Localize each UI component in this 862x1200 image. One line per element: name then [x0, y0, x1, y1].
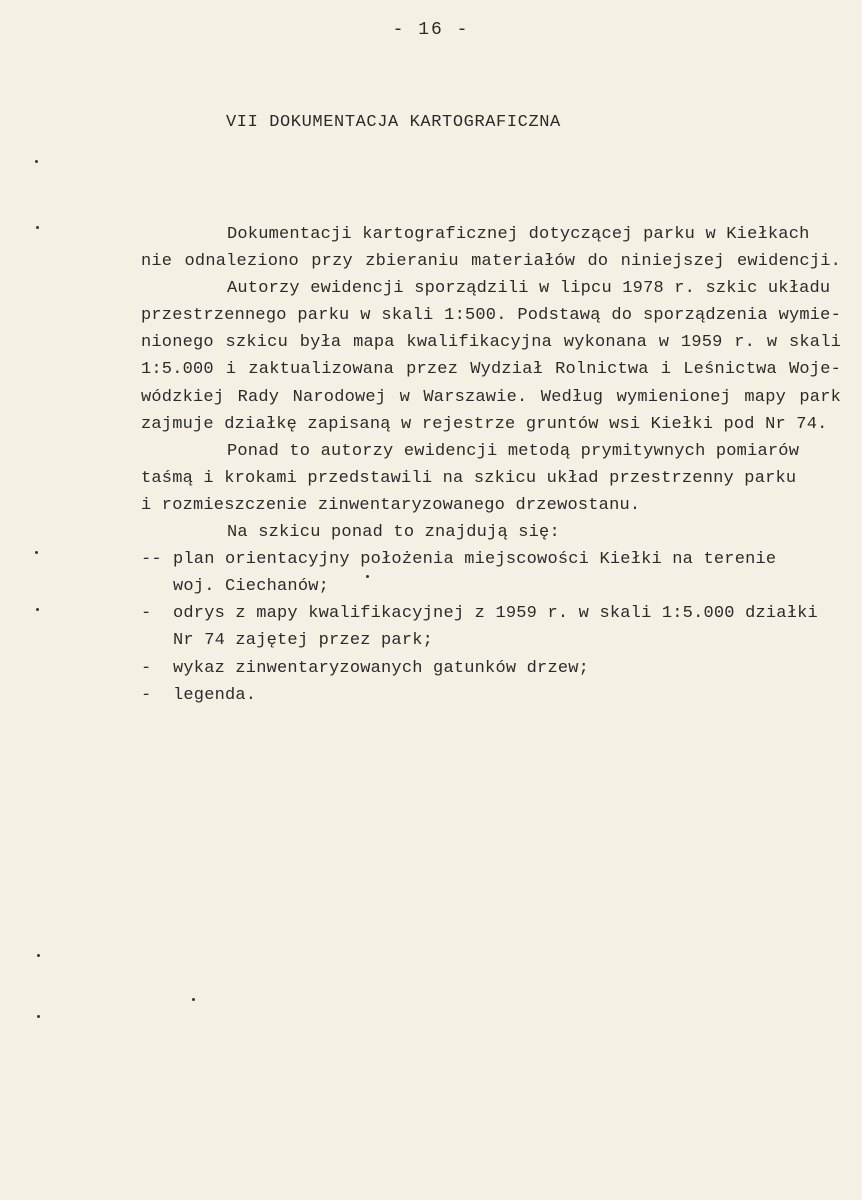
list-item-text: legenda.	[173, 685, 257, 705]
paragraph-line: nionego szkicu była mapa kwalifikacyjna wykonana w 1959 r. w skali	[141, 333, 841, 353]
paragraph-line: Dokumentacji kartograficznej dotyczącej parku w Kiełkach	[227, 225, 810, 244]
scan-mark	[35, 551, 38, 554]
paragraph-line: Autorzy ewidencji sporządzili w lipcu 1978 r. szkic układu	[227, 279, 831, 299]
list-bullet: --	[141, 550, 162, 570]
list-item-text: wykaz zinwentaryzowanych gatunków drzew;	[173, 658, 590, 678]
scan-mark	[366, 575, 369, 578]
paragraph-line: i rozmieszczenie zinwentaryzowanego drzewostanu.	[141, 495, 641, 515]
list-item-continuation: Nr 74 zajętej przez park;	[173, 631, 434, 651]
list-bullet: -	[141, 685, 152, 705]
scan-mark	[36, 226, 39, 229]
list-item	[141, 682, 841, 709]
paragraph-line: przestrzennego parku w skali 1:500. Podstawą do sporządzenia wymie-	[141, 306, 841, 326]
body-text	[141, 221, 841, 709]
list-bullet: -	[141, 604, 152, 624]
list-item	[141, 655, 841, 682]
list-item-continuation: woj. Ciechanów;	[173, 577, 330, 597]
paragraph-line: wódzkiej Rady Narodowej w Warszawie. Według wymienionej mapy park	[141, 387, 841, 407]
paragraph-line: taśmą i krokami przedstawili na szkicu układ przestrzenny parku	[141, 468, 797, 488]
list	[141, 546, 841, 709]
scan-mark	[36, 608, 39, 611]
paragraph-line: 1:5.000 i zaktualizowana przez Wydział Rolnictwa i Leśnictwa Woje-	[141, 360, 841, 380]
page-number: - 16 -	[392, 20, 470, 40]
scan-mark	[37, 954, 40, 957]
list-item-text: plan orientacyjny położenia miejscowości Kiełki na terenie	[173, 550, 777, 570]
list-item	[141, 600, 841, 627]
scan-mark	[35, 160, 38, 163]
scan-mark	[37, 1015, 40, 1018]
paragraph-line: Ponad to autorzy ewidencji metodą prymitywnych pomiarów	[227, 441, 800, 461]
list-item-text: odrys z mapy kwalifikacyjnej z 1959 r. w skali 1:5.000 działki	[173, 604, 818, 624]
paragraph-line: zajmuje działkę zapisaną w rejestrze gruntów wsi Kiełki pod Nr 74.	[141, 414, 828, 434]
list-item	[141, 546, 841, 573]
section-heading: VII DOKUMENTACJA KARTOGRAFICZNA	[226, 113, 561, 132]
scan-mark	[192, 998, 195, 1001]
paragraph-line: Na szkicu ponad to znajdują się:	[227, 523, 560, 543]
list-bullet: -	[141, 658, 152, 678]
paragraph-line: nie odnaleziono przy zbieraniu materiałów do niniejszej ewidencji.	[141, 252, 841, 272]
